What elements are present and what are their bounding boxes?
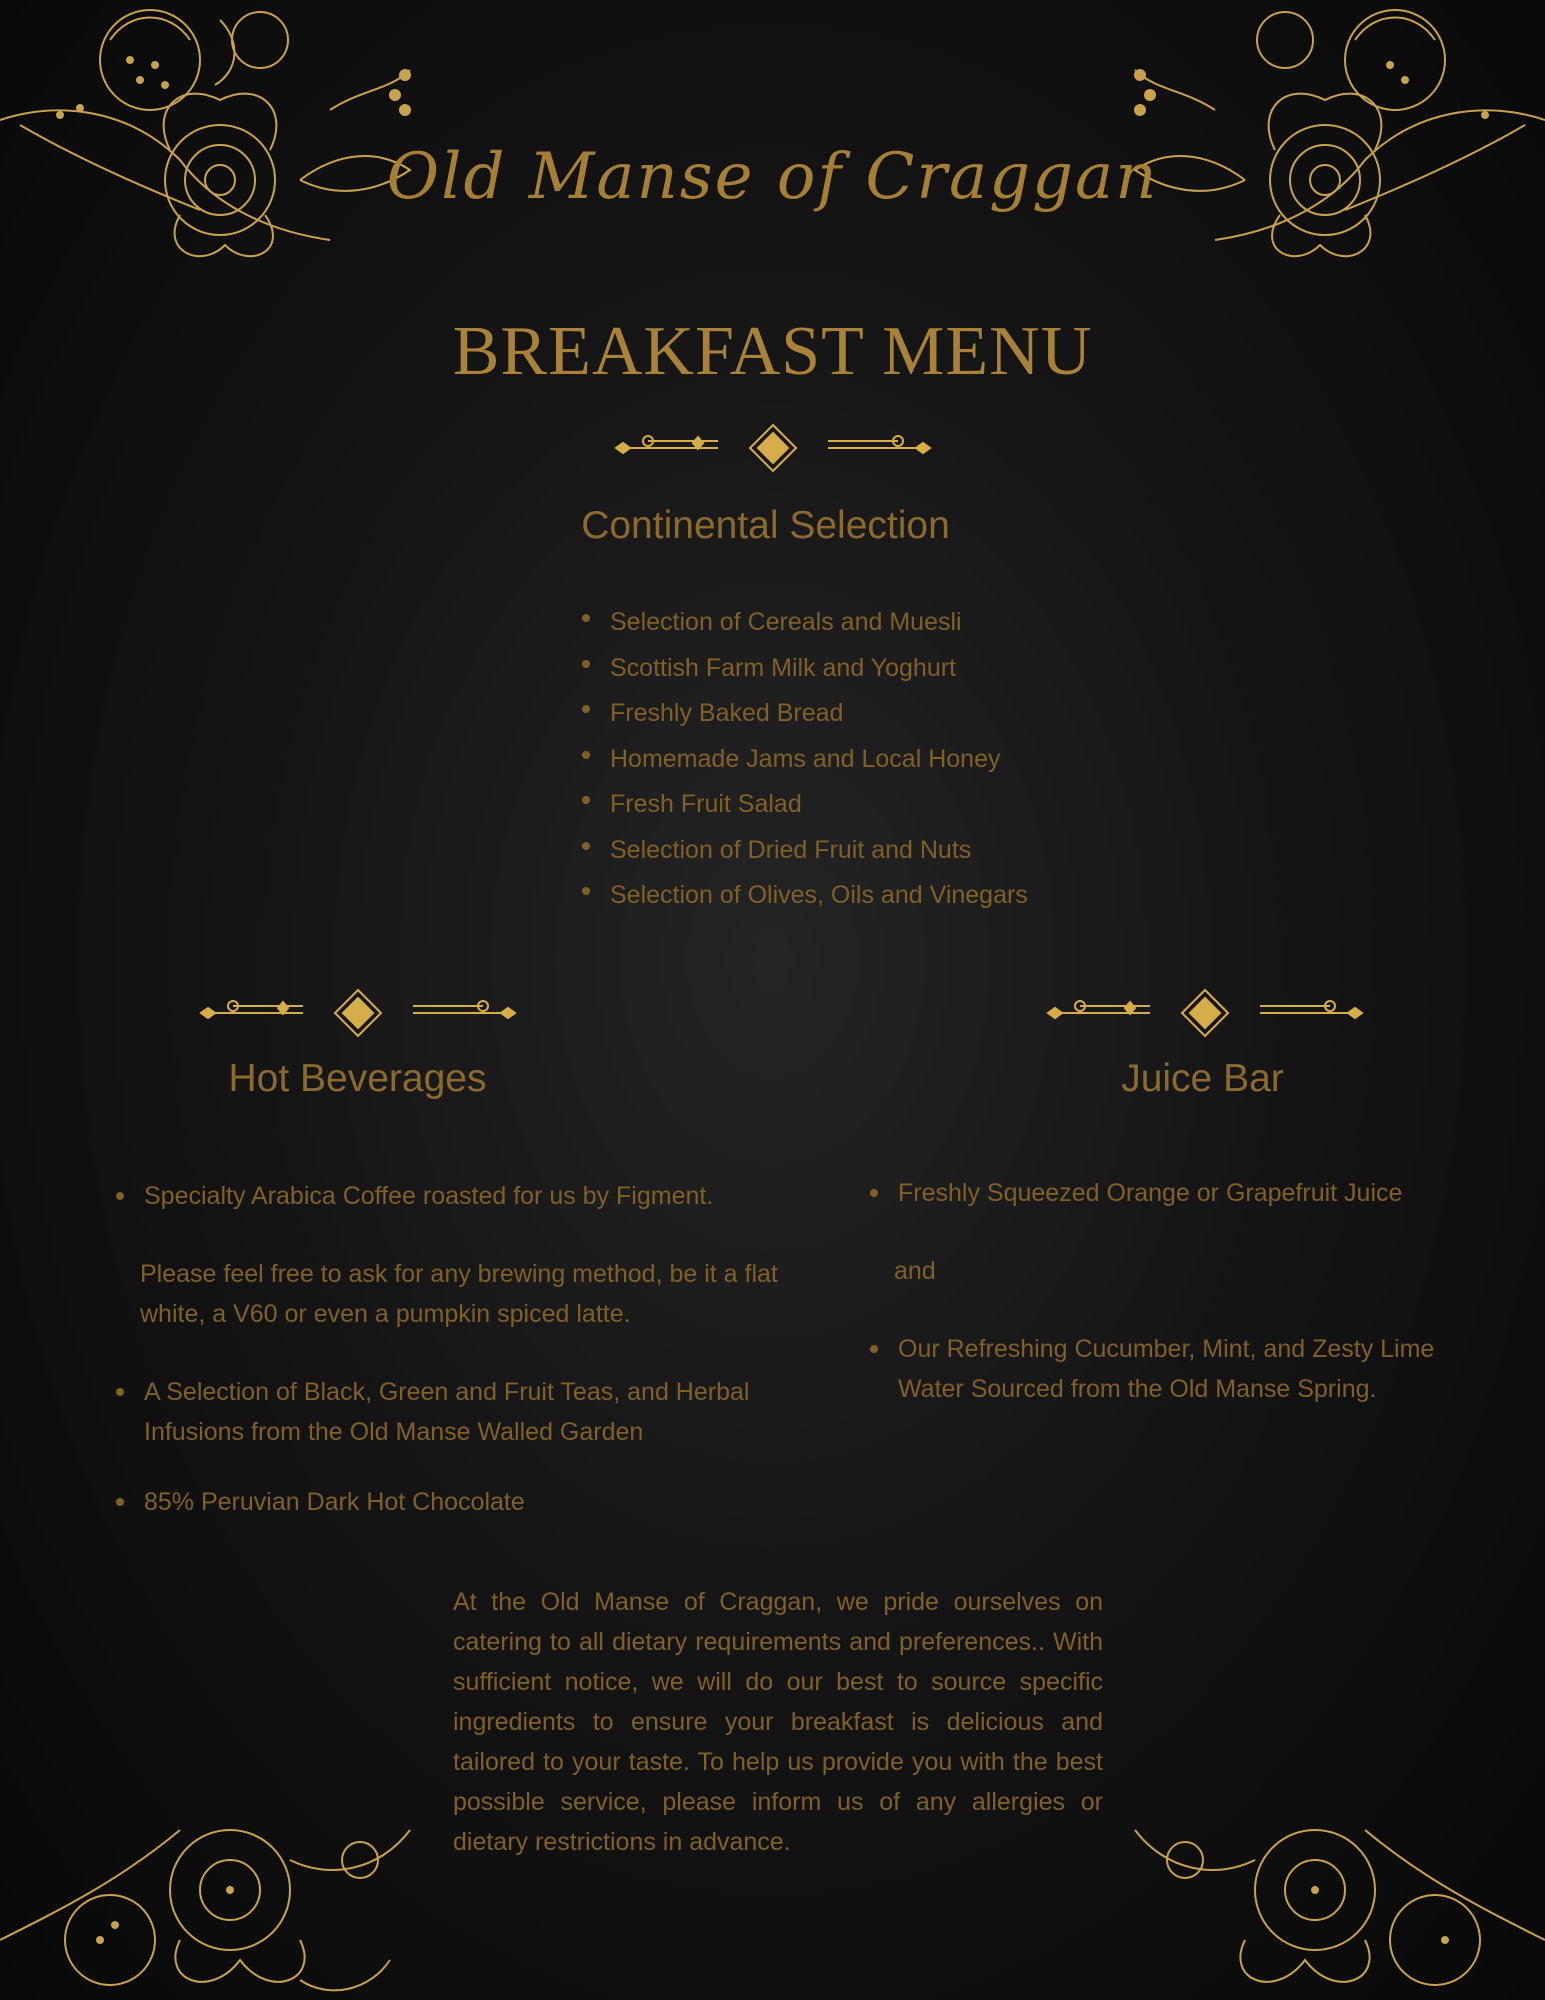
floral-corner-icon <box>0 1720 430 2000</box>
list-item: Selection of Olives, Oils and Vinegars <box>578 873 1028 919</box>
water-item: Our Refreshing Cucumber, Mint, and Zesty Lime Water Sourced from the Old Manse Spring. <box>866 1329 1466 1409</box>
art-deco-divider-icon <box>1040 988 1370 1038</box>
art-deco-divider-icon <box>608 423 938 473</box>
hot-beverages-block <box>112 1176 792 1522</box>
logo-script: Old Manse of Craggan <box>386 140 1159 214</box>
list-item: Selection of Cereals and Muesli <box>578 600 1028 646</box>
continental-heading: Continental Selection <box>581 504 950 547</box>
list-item: Scottish Farm Milk and Yoghurt <box>578 646 1028 692</box>
art-deco-divider-icon <box>193 988 523 1038</box>
list-item: Fresh Fruit Salad <box>578 782 1028 828</box>
page-title: BREAKFAST MENU <box>452 313 1093 390</box>
juice-item: Freshly Squeezed Orange or Grapefruit Juice <box>866 1173 1466 1213</box>
juice-bar-block <box>866 1173 1466 1409</box>
teas-item: A Selection of Black, Green and Fruit Teas, and Herbal Infusions from the Old Manse Walled Garden <box>112 1372 792 1452</box>
dietary-note: At the Old Manse of Craggan, we pride ourselves on catering to all dietary requirements and preferences.. With sufficient notice, we will do our best to source specific ingredients to ensure your breakfast is delicious and tailored to your taste. To help us provide you with the best possible service, please inform us of any allergies or dietary restrictions in advance. <box>453 1588 1103 1856</box>
list-item: Selection of Dried Fruit and Nuts <box>578 828 1028 874</box>
coffee-item: Specialty Arabica Coffee roasted for us by Figment. <box>112 1176 792 1216</box>
and-text: and <box>894 1257 936 1285</box>
hot-beverages-heading: Hot Beverages <box>228 1057 487 1100</box>
continental-list <box>578 600 1028 919</box>
chocolate-item: 85% Peruvian Dark Hot Chocolate <box>112 1482 792 1522</box>
list-item: Freshly Baked Bread <box>578 691 1028 737</box>
list-item: Homemade Jams and Local Honey <box>578 737 1028 783</box>
juice-bar-heading: Juice Bar <box>1121 1057 1284 1100</box>
coffee-note: Please feel free to ask for any brewing method, be it a flat white, a V60 or even a pumpkin spiced latte. <box>140 1260 778 1328</box>
floral-corner-icon <box>1115 1720 1545 2000</box>
